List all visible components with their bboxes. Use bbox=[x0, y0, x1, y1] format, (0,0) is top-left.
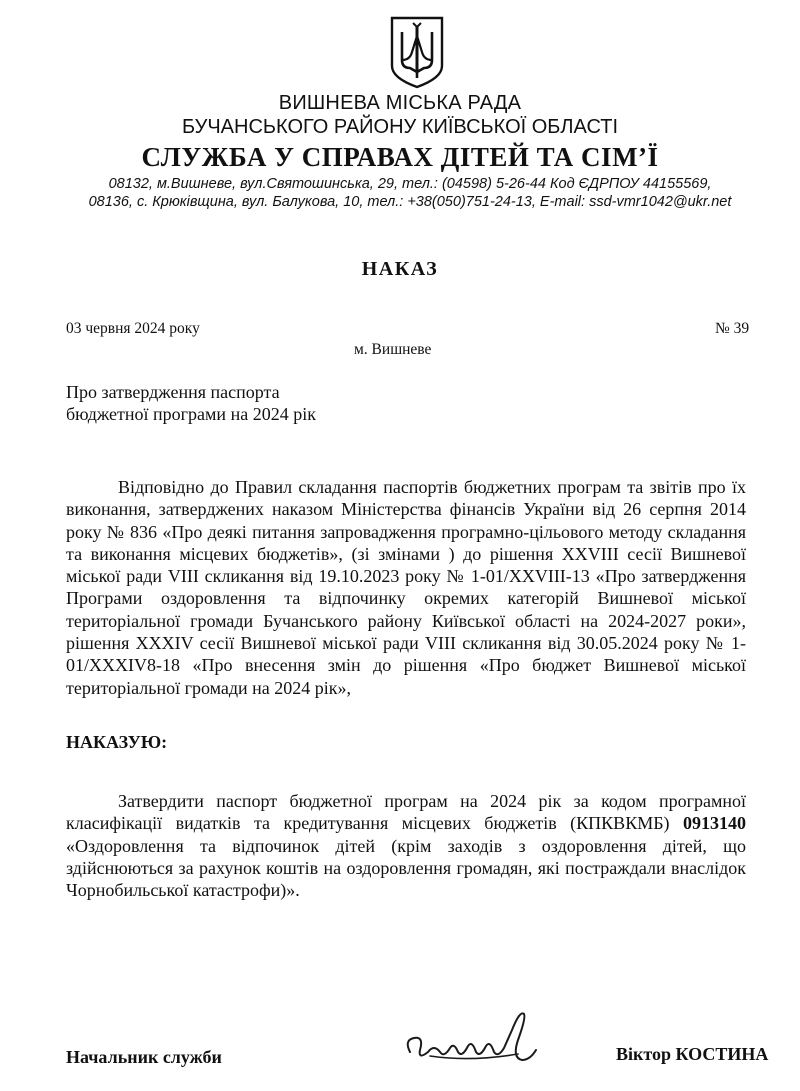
signer-role: Начальник служби bbox=[66, 1047, 222, 1067]
subject-line-1: Про затвердження паспорта bbox=[66, 382, 280, 402]
preamble-paragraph: Відповідно до Правил складання паспортів бюджетних програм та звітів про їх виконання, затверджених наказом Міністерства фінансів України від 26 серпня 2014 року № 836 «Про деякі питання запровадження програмно-цільового методу складання та виконання місцевих бюджетів», (зі змінами ) до рішення XXVIII сесії Вишневої міської ради VIII скликання від 19.10.2023 року № 1-01/XXVIII-13 «Про затвердження Програми оздоровлення та відпочинку окремих категорій Вишневої міської територіальної громади Бучанського району Київської області на 2024-2027 роки», рішення XXXIV сесії Вишневої міської ради VIII скликання від 30.05.2024 року № 1-01/XXXIV8-18 «Про внесення змін до рішення «Про бюджет Вишневої міської територіальної громади на 2024 рік», bbox=[66, 477, 746, 698]
handwritten-signature-icon bbox=[400, 1000, 560, 1072]
document-date: 03 червня 2024 року bbox=[66, 320, 200, 337]
subject-line-2: бюджетної програми на 2024 рік bbox=[66, 404, 316, 424]
order-paragraph bbox=[66, 790, 746, 901]
district-name: БУЧАНСЬКОГО РАЙОНУ КИЇВСЬКОЇ ОБЛАСТІ bbox=[181, 116, 618, 138]
order-label: НАКАЗУЮ: bbox=[66, 732, 168, 752]
document-city: м. Вишневе bbox=[354, 341, 432, 358]
council-name: ВИШНЕВА МІСЬКА РАДА bbox=[278, 92, 522, 114]
address-line-1: 08132, м.Вишневе, вул.Святошинська, 29, тел.: (04598) 5-26-44 Код ЄДРПОУ 44155569, bbox=[108, 176, 712, 192]
service-name: СЛУЖБА У СПРАВАХ ДІТЕЙ ТА СІМ’Ї bbox=[141, 142, 659, 172]
order-text-start: Затвердити паспорт бюджетної програм на 2024 рік за кодом програмної класифікації видатків та кредитування місцевих бюджетів (КПКВКМБ) bbox=[66, 791, 746, 834]
document-number: № 39 bbox=[715, 320, 750, 337]
trident-coat-of-arms-icon bbox=[388, 14, 446, 90]
address-line-2: 08136, с. Крюківщина, вул. Балукова, 10, тел.: +38(050)751-24-13, E-mail: ssd-vmr1042@ukr.net bbox=[88, 194, 732, 210]
document-title: НАКАЗ bbox=[361, 258, 439, 280]
signer-name: Віктор КОСТИНА bbox=[616, 1044, 769, 1064]
order-text-end: «Оздоровлення та відпочинок дітей (крім заходів з оздоровлення дітей, що здійснюються за рахунок коштів на оздоровлення громадян, які постраждали внаслідок Чорнобильської катастрофи)». bbox=[66, 835, 746, 901]
program-code: 0913140 bbox=[683, 813, 746, 834]
